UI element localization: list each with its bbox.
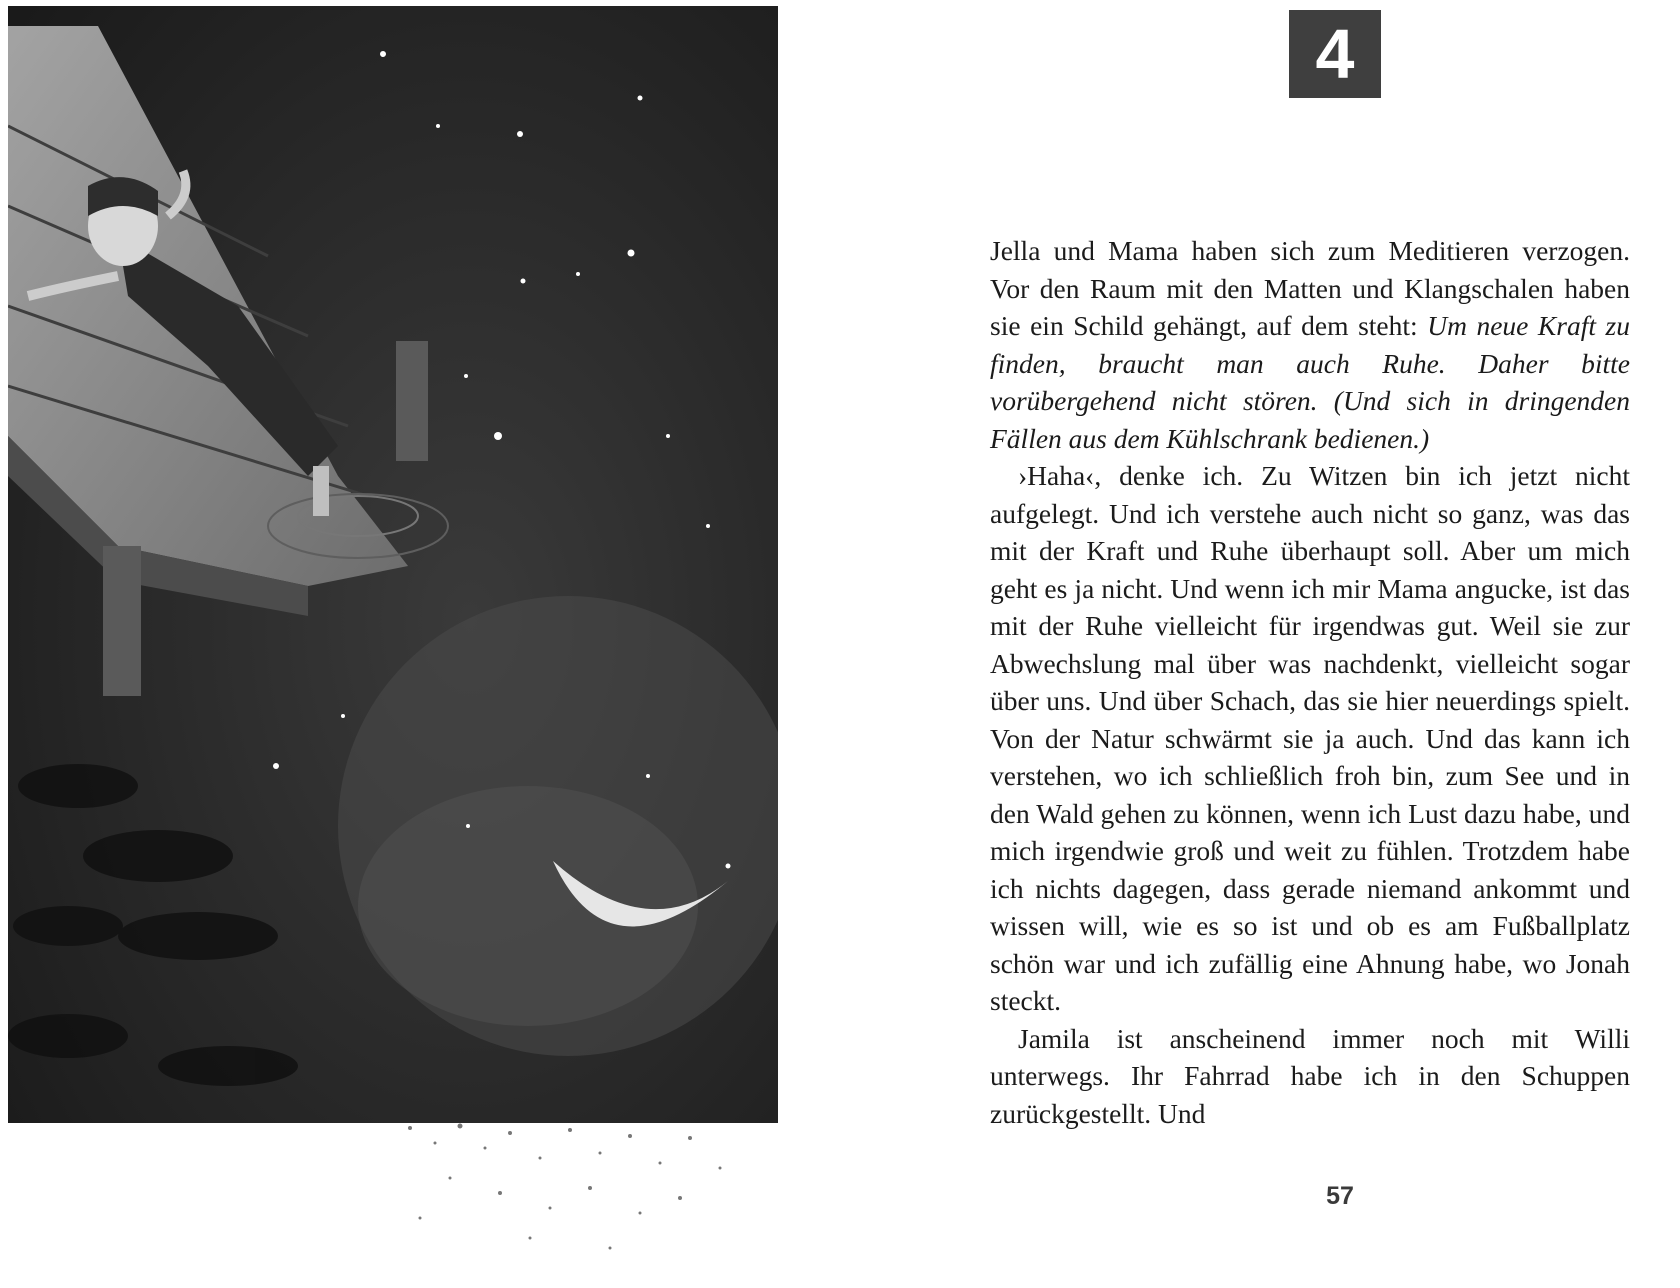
sign-text: Um neue Kraft zu finden, braucht man auch Ruhe. Daher bitte vorübergehend nicht stören. (Und sich in dringenden Fällen aus dem Kühlschrank bedienen.) xyxy=(990,310,1630,454)
paragraph xyxy=(990,232,1630,457)
paragraph-text: Jella und Mama haben sich zum Meditieren verzogen. Vor den Raum mit den Matten und Klangschalen haben sie ein Schild gehängt, auf dem steht: xyxy=(990,235,1630,341)
ink-speckles xyxy=(390,1118,790,1278)
paragraph: ›Haha‹, denke ich. Zu Witzen bin ich jetzt nicht aufgelegt. Und ich verstehe auch nicht so ganz, was das mit der Kraft und Ruhe überhaupt soll. Aber um mich geht es ja nicht. Und wenn ich mir Mama angucke, ist das mit der Ruhe vielleicht für irgendwas gut. Weil sie zur Abwechslung mal über was nachdenkt, vielleicht sogar über uns. Und über Schach, das sie hier neuerdings spielt. Von der Natur schwärmt sie ja auch. Und das kann ich verstehen, wo ich schließlich froh bin, zum See und in den Wald gehen zu können, wenn ich Lust dazu habe, und mich irgendwie groß und weit zu fühlen. Trotzdem habe ich nichts dagegen, dass gerade niemand ankommt und wissen will, wie es so ist und ob es am Fußballplatz schön war und ich zufällig eine Ahnung habe, wo Jonah steckt. xyxy=(990,460,1630,1016)
night-lake-illustration xyxy=(8,6,778,1123)
illustration-art xyxy=(8,6,778,1123)
chapter-number: 4 xyxy=(1315,15,1355,93)
paragraph: Jamila ist anscheinend immer noch mit Willi unterwegs. Ihr Fahrrad habe ich in den Schuppen zurückgestellt. Und xyxy=(990,1022,1630,1129)
chapter-number-box xyxy=(1289,10,1381,98)
body-text xyxy=(990,232,1630,1132)
page-number: 57 xyxy=(1326,1182,1354,1210)
